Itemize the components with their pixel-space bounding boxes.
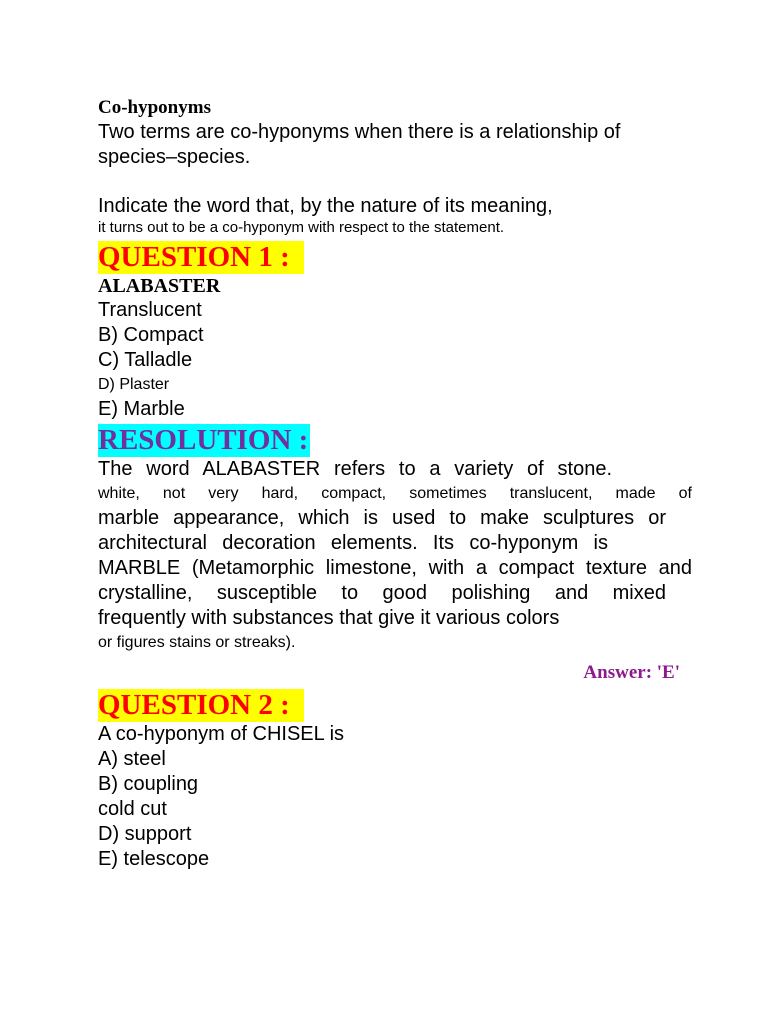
instruction-line: it turns out to be a co-hyponym with respect to the statement. (98, 219, 505, 236)
instruction-line: Indicate the word that, by the nature of its meaning, (98, 195, 553, 217)
definition-line: Two terms are co-hyponyms when there is a relationship of (98, 121, 621, 143)
question-1-option: C) Talladle (98, 349, 193, 371)
resolution-line: or figures stains or streaks). (98, 634, 296, 651)
question-2-option: D) support (98, 823, 192, 845)
document-page (98, 96, 692, 872)
question-1-option: E) Marble (98, 398, 185, 420)
section-heading: Co-hyponyms (98, 97, 211, 118)
resolution-line: marble appearance, which is used to make sculptures or (98, 507, 666, 529)
question-1-title: QUESTION 1 : (98, 241, 304, 274)
question-2-option: E) telescope (98, 848, 210, 870)
resolution-line: MARBLE (Metamorphic limestone, with a compact texture and (98, 557, 692, 579)
question-1-word: ALABASTER (98, 275, 221, 297)
question-2-statement: A co-hyponym of CHISEL is (98, 723, 345, 745)
resolution-line: The word ALABASTER refers to a variety of stone. (98, 458, 612, 480)
question-2-title: QUESTION 2 : (98, 689, 304, 722)
resolution-title: RESOLUTION : (98, 424, 309, 456)
answer-label: Answer: 'E' (583, 662, 680, 683)
resolution-line: architectural decoration elements. Its co-hyponym is (98, 532, 608, 554)
question-1-option: B) Compact (98, 324, 204, 346)
definition-line: species–species. (98, 146, 251, 168)
question-2-option: cold cut (98, 798, 167, 820)
resolution-line: crystalline, susceptible to good polishing and mixed (98, 582, 666, 604)
question-2-option: B) coupling (98, 773, 199, 795)
question-1-option: D) Plaster (98, 376, 170, 393)
resolution-line: frequently with substances that give it various colors (98, 607, 560, 629)
resolution-line: white, not very hard, compact, sometimes translucent, made of (98, 485, 692, 502)
question-1-option: Translucent (98, 299, 202, 321)
spacer (98, 170, 692, 194)
question-2-option: A) steel (98, 748, 166, 770)
